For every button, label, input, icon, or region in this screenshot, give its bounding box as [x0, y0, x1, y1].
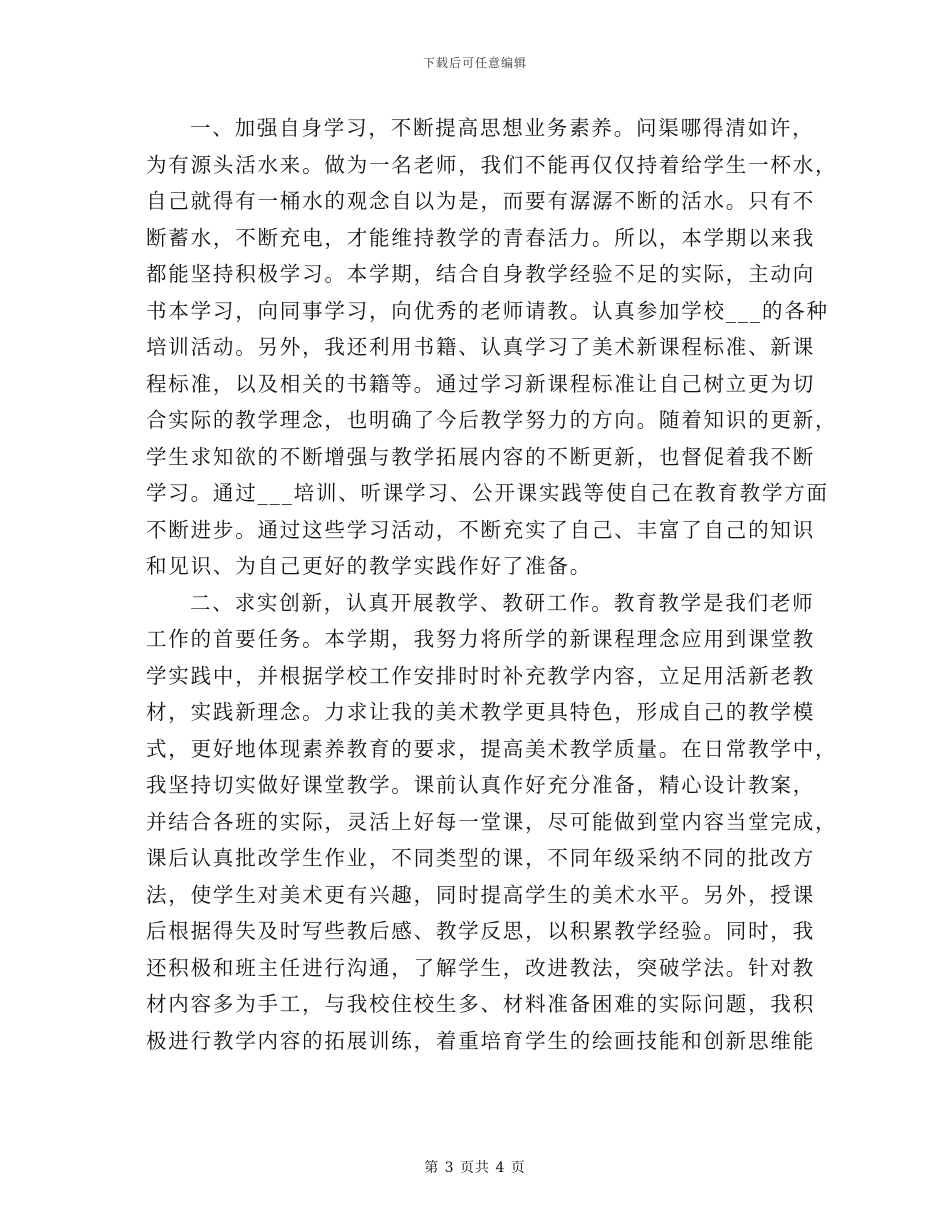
paragraph-1-line: 和见识、为自己更好的教学实践作好了准备。 — [146, 554, 592, 578]
paragraph-1-line: 自己就得有一桶水的观念自以为是，而要有潺潺不断的活水。只有不 — [146, 189, 815, 213]
paragraph-1-line: 都能坚持积极学习。本学期，结合自身教学经验不足的实际，主动向 — [146, 262, 815, 286]
paragraph-2-line: 二、求实创新，认真开展教学、教研工作。教育教学是我们老师 — [190, 590, 815, 615]
paragraph-1-line: 学习。通过___培训、听课学习、公开课实践等使自己在教育教学方面 — [146, 481, 829, 505]
paragraph-2-line: 极进行教学内容的拓展训练，着重培育学生的绘画技能和创新思维能 — [146, 1028, 815, 1053]
paragraph-2-line: 材，实践新理念。力求让我的美术教学更具特色，形成自己的教学模 — [146, 700, 815, 724]
paragraph-1-line: 学生求知欲的不断增强与教学拓展内容的不断更新，也督促着我不断 — [146, 444, 815, 469]
paragraph-2-line: 后根据得失及时写些教后感、教学反思，以积累教学经验。同时，我 — [146, 919, 815, 943]
paragraph-1-line: 断蓄水，不断充电，才能维持教学的青春活力。所以，本学期以来我 — [146, 225, 815, 250]
paragraph-2-line: 材内容多为手工，与我校住校生多、材料准备困难的实际问题，我积 — [146, 992, 815, 1016]
paragraph-2-line: 式，更好地体现素养教育的要求，提高美术教学质量。在日常教学中， — [146, 736, 838, 761]
document-body — [146, 110, 838, 1059]
paragraph-1-line: 合实际的教学理念，也明确了今后教学努力的方向。随着知识的更新， — [146, 408, 838, 432]
paragraph-1-line: 培训活动。另外，我还利用书籍、认真学习了美术新课程标准、新课 — [146, 335, 815, 359]
paragraph-1-line: 不断进步。通过这些学习活动，不断充实了自己、丰富了自己的知识 — [146, 517, 815, 542]
paragraph-1-line: 程标准，以及相关的书籍等。通过学习新课程标准让自己树立更为切 — [146, 371, 815, 396]
paragraph-2-line: 课后认真批改学生作业，不同类型的课，不同年级采纳不同的批改方 — [146, 846, 815, 870]
paragraph-1-line: 为有源头活水来。做为一名老师，我们不能再仅仅持着给学生一杯水， — [146, 152, 838, 177]
page-number: 第 3 页共 4 页 — [424, 1160, 526, 1176]
page-header: 下载后可任意编辑 — [422, 56, 527, 70]
paragraph-2-line: 我坚持切实做好课堂教学。课前认真作好充分准备，精心设计教案， — [146, 773, 815, 797]
paragraph-1-line: 书本学习，向同事学习，向优秀的老师请教。认真参加学校___的各种 — [146, 298, 829, 323]
paragraph-1-line: 一、加强自身学习，不断提高思想业务素养。问渠哪得清如许， — [190, 116, 815, 140]
paragraph-2-line: 还积极和班主任进行沟通，了解学生，改进教法，突破学法。针对教 — [146, 955, 815, 980]
paragraph-2-line: 并结合各班的实际，灵活上好每一堂课，尽可能做到堂内容当堂完成， — [146, 809, 838, 834]
paragraph-2-line: 工作的首要任务。本学期，我努力将所学的新课程理念应用到课堂教 — [146, 627, 815, 651]
paragraph-2-line: 学实践中，并根据学校工作安排时时补充教学内容，立足用活新老教 — [146, 663, 815, 688]
paragraph-2-line: 法，使学生对美术更有兴趣，同时提高学生的美术水平。另外，授课 — [146, 882, 815, 907]
